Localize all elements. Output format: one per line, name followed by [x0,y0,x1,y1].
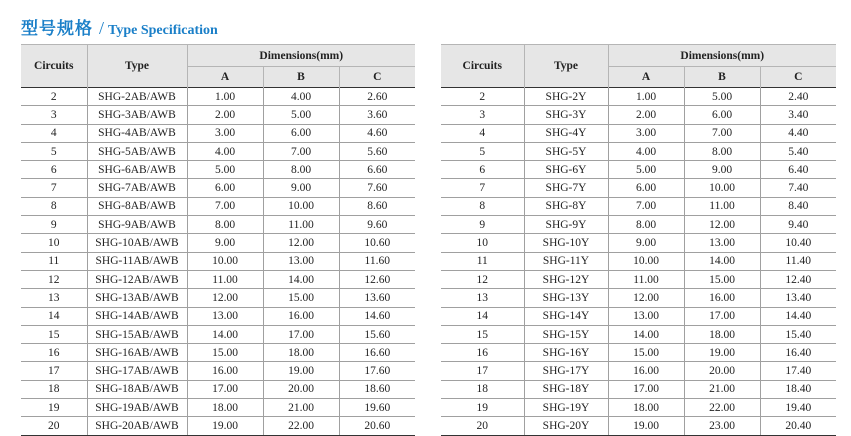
cell-a: 15.00 [187,344,263,362]
cell-a: 19.00 [608,417,684,435]
cell-type: SHG-12AB/AWB [87,270,187,288]
header-type: Type [87,45,187,88]
cell-c: 19.60 [339,399,415,417]
cell-c: 11.40 [760,252,836,270]
cell-type: SHG-2Y [524,88,608,106]
cell-type: SHG-7AB/AWB [87,179,187,197]
cell-type: SHG-9AB/AWB [87,216,187,234]
table-row [21,161,415,179]
cell-c: 16.60 [339,344,415,362]
cell-type: SHG-7Y [524,179,608,197]
table-row [441,252,836,270]
cell-a: 11.00 [187,270,263,288]
cell-circuits: 14 [441,307,524,325]
cell-b: 22.00 [684,399,760,417]
cell-a: 12.00 [608,289,684,307]
cell-type: SHG-10Y [524,234,608,252]
title-separator: / [99,18,105,38]
cell-c: 20.60 [339,417,415,435]
cell-b: 21.00 [263,399,339,417]
cell-c: 6.40 [760,161,836,179]
cell-a: 15.00 [608,344,684,362]
header-c: C [339,67,415,88]
cell-b: 8.00 [263,161,339,179]
cell-b: 21.00 [684,380,760,398]
cell-circuits: 13 [441,289,524,307]
cell-a: 9.00 [608,234,684,252]
cell-circuits: 19 [441,399,524,417]
cell-b: 7.00 [684,124,760,142]
table-row [21,88,415,106]
table-row [441,270,836,288]
cell-type: SHG-18AB/AWB [87,380,187,398]
cell-c: 6.60 [339,161,415,179]
cell-c: 4.60 [339,124,415,142]
cell-a: 9.00 [187,234,263,252]
cell-b: 19.00 [684,344,760,362]
cell-b: 7.00 [263,142,339,160]
cell-type: SHG-17Y [524,362,608,380]
table-row [441,362,836,380]
cell-b: 5.00 [684,88,760,106]
table-row [21,344,415,362]
cell-circuits: 2 [21,88,87,106]
table-row [441,106,836,124]
cell-type: SHG-15AB/AWB [87,325,187,343]
spec-table-ab-awb [21,44,415,436]
table-row [21,234,415,252]
table-row [441,88,836,106]
cell-b: 15.00 [263,289,339,307]
cell-a: 5.00 [608,161,684,179]
cell-c: 15.40 [760,325,836,343]
cell-circuits: 19 [21,399,87,417]
table-row [21,380,415,398]
cell-b: 18.00 [684,325,760,343]
cell-a: 5.00 [187,161,263,179]
header-type: Type [524,45,608,88]
table-row [21,124,415,142]
cell-circuits: 10 [21,234,87,252]
table-row [21,179,415,197]
cell-a: 4.00 [187,142,263,160]
cell-b: 11.00 [684,197,760,215]
cell-c: 17.40 [760,362,836,380]
header-circuits: Circuits [441,45,524,88]
cell-a: 12.00 [187,289,263,307]
cell-b: 17.00 [263,325,339,343]
table-row [441,399,836,417]
cell-circuits: 5 [441,142,524,160]
cell-c: 18.40 [760,380,836,398]
cell-c: 15.60 [339,325,415,343]
cell-type: SHG-8AB/AWB [87,197,187,215]
cell-circuits: 8 [441,197,524,215]
table-row [441,344,836,362]
title-chinese: 型号规格 [21,19,93,39]
table-row [441,380,836,398]
cell-b: 4.00 [263,88,339,106]
cell-circuits: 18 [21,380,87,398]
cell-b: 18.00 [263,344,339,362]
cell-c: 3.60 [339,106,415,124]
cell-a: 18.00 [187,399,263,417]
cell-circuits: 20 [21,417,87,435]
cell-c: 4.40 [760,124,836,142]
cell-circuits: 2 [441,88,524,106]
spec-table-y [441,44,836,436]
cell-circuits: 6 [441,161,524,179]
cell-c: 10.60 [339,234,415,252]
page-title [21,14,218,38]
cell-c: 2.40 [760,88,836,106]
cell-a: 19.00 [187,417,263,435]
cell-b: 16.00 [263,307,339,325]
cell-a: 1.00 [608,88,684,106]
cell-c: 18.60 [339,380,415,398]
cell-type: SHG-3Y [524,106,608,124]
cell-c: 11.60 [339,252,415,270]
cell-b: 6.00 [263,124,339,142]
cell-c: 13.40 [760,289,836,307]
cell-type: SHG-12Y [524,270,608,288]
cell-b: 23.00 [684,417,760,435]
cell-a: 8.00 [608,216,684,234]
cell-type: SHG-4Y [524,124,608,142]
table-row [21,216,415,234]
cell-a: 4.00 [608,142,684,160]
cell-c: 13.60 [339,289,415,307]
cell-a: 16.00 [187,362,263,380]
cell-b: 15.00 [684,270,760,288]
table-row [441,307,836,325]
cell-c: 5.40 [760,142,836,160]
cell-circuits: 8 [21,197,87,215]
cell-c: 2.60 [339,88,415,106]
cell-b: 5.00 [263,106,339,124]
cell-c: 10.40 [760,234,836,252]
cell-type: SHG-18Y [524,380,608,398]
cell-type: SHG-3AB/AWB [87,106,187,124]
table-row [441,289,836,307]
cell-type: SHG-9Y [524,216,608,234]
cell-type: SHG-5AB/AWB [87,142,187,160]
cell-type: SHG-16Y [524,344,608,362]
cell-c: 14.60 [339,307,415,325]
header-c: C [760,67,836,88]
table-row [441,161,836,179]
cell-a: 14.00 [608,325,684,343]
cell-circuits: 13 [21,289,87,307]
cell-type: SHG-16AB/AWB [87,344,187,362]
table-body [21,88,415,436]
cell-circuits: 14 [21,307,87,325]
table-row [21,307,415,325]
cell-type: SHG-8Y [524,197,608,215]
header-a: A [187,67,263,88]
cell-a: 10.00 [187,252,263,270]
cell-a: 16.00 [608,362,684,380]
cell-type: SHG-11AB/AWB [87,252,187,270]
cell-b: 9.00 [263,179,339,197]
cell-circuits: 10 [441,234,524,252]
cell-a: 2.00 [608,106,684,124]
cell-a: 6.00 [608,179,684,197]
table-row [441,234,836,252]
header-dimensions: Dimensions(mm) [608,45,836,67]
cell-b: 13.00 [263,252,339,270]
cell-b: 12.00 [684,216,760,234]
cell-a: 6.00 [187,179,263,197]
cell-b: 12.00 [263,234,339,252]
table-row [441,124,836,142]
cell-c: 12.40 [760,270,836,288]
title-english: Type Specification [108,23,218,38]
cell-type: SHG-13AB/AWB [87,289,187,307]
cell-c: 7.40 [760,179,836,197]
cell-c: 3.40 [760,106,836,124]
cell-type: SHG-14AB/AWB [87,307,187,325]
cell-circuits: 12 [441,270,524,288]
cell-a: 13.00 [608,307,684,325]
cell-a: 8.00 [187,216,263,234]
cell-a: 10.00 [608,252,684,270]
cell-b: 13.00 [684,234,760,252]
cell-circuits: 3 [21,106,87,124]
cell-circuits: 15 [21,325,87,343]
cell-type: SHG-17AB/AWB [87,362,187,380]
cell-type: SHG-2AB/AWB [87,88,187,106]
header-dimensions: Dimensions(mm) [187,45,415,67]
cell-circuits: 15 [441,325,524,343]
cell-b: 16.00 [684,289,760,307]
cell-circuits: 17 [441,362,524,380]
cell-a: 3.00 [187,124,263,142]
table-row [21,142,415,160]
table-row [21,399,415,417]
cell-type: SHG-14Y [524,307,608,325]
cell-c: 12.60 [339,270,415,288]
cell-type: SHG-19Y [524,399,608,417]
cell-b: 17.00 [684,307,760,325]
cell-a: 7.00 [608,197,684,215]
cell-type: SHG-20Y [524,417,608,435]
cell-circuits: 17 [21,362,87,380]
table-body [441,88,836,436]
header-b: B [684,67,760,88]
cell-a: 14.00 [187,325,263,343]
cell-c: 9.40 [760,216,836,234]
table-row [21,252,415,270]
cell-circuits: 4 [441,124,524,142]
cell-c: 19.40 [760,399,836,417]
cell-type: SHG-4AB/AWB [87,124,187,142]
cell-c: 20.40 [760,417,836,435]
cell-circuits: 11 [441,252,524,270]
cell-type: SHG-11Y [524,252,608,270]
cell-circuits: 16 [21,344,87,362]
table-row [21,197,415,215]
cell-b: 22.00 [263,417,339,435]
cell-circuits: 5 [21,142,87,160]
cell-circuits: 4 [21,124,87,142]
table-row [21,325,415,343]
cell-circuits: 16 [441,344,524,362]
cell-a: 3.00 [608,124,684,142]
cell-c: 14.40 [760,307,836,325]
table-row [21,289,415,307]
cell-b: 10.00 [684,179,760,197]
cell-b: 20.00 [684,362,760,380]
cell-b: 9.00 [684,161,760,179]
cell-b: 8.00 [684,142,760,160]
cell-type: SHG-5Y [524,142,608,160]
cell-type: SHG-19AB/AWB [87,399,187,417]
table-row [441,197,836,215]
cell-b: 14.00 [263,270,339,288]
cell-type: SHG-6Y [524,161,608,179]
cell-b: 19.00 [263,362,339,380]
cell-type: SHG-15Y [524,325,608,343]
cell-a: 17.00 [608,380,684,398]
cell-a: 1.00 [187,88,263,106]
cell-circuits: 7 [21,179,87,197]
table-row [441,325,836,343]
table-row [21,417,415,435]
cell-type: SHG-10AB/AWB [87,234,187,252]
header-circuits: Circuits [21,45,87,88]
cell-circuits: 7 [441,179,524,197]
cell-c: 16.40 [760,344,836,362]
cell-circuits: 6 [21,161,87,179]
cell-c: 7.60 [339,179,415,197]
header-a: A [608,67,684,88]
cell-b: 6.00 [684,106,760,124]
cell-type: SHG-20AB/AWB [87,417,187,435]
cell-circuits: 3 [441,106,524,124]
cell-type: SHG-13Y [524,289,608,307]
table-row [441,216,836,234]
cell-a: 2.00 [187,106,263,124]
table-row [441,179,836,197]
cell-a: 18.00 [608,399,684,417]
cell-c: 17.60 [339,362,415,380]
cell-b: 11.00 [263,216,339,234]
cell-a: 7.00 [187,197,263,215]
table-row [21,362,415,380]
cell-type: SHG-6AB/AWB [87,161,187,179]
cell-a: 17.00 [187,380,263,398]
cell-b: 20.00 [263,380,339,398]
cell-circuits: 11 [21,252,87,270]
cell-b: 14.00 [684,252,760,270]
cell-c: 8.40 [760,197,836,215]
cell-a: 11.00 [608,270,684,288]
table-row [21,270,415,288]
table-row [21,106,415,124]
cell-circuits: 12 [21,270,87,288]
cell-circuits: 18 [441,380,524,398]
cell-circuits: 9 [441,216,524,234]
table-row [441,417,836,435]
table-row [441,142,836,160]
header-b: B [263,67,339,88]
cell-circuits: 20 [441,417,524,435]
cell-c: 5.60 [339,142,415,160]
cell-c: 8.60 [339,197,415,215]
cell-a: 13.00 [187,307,263,325]
cell-circuits: 9 [21,216,87,234]
cell-c: 9.60 [339,216,415,234]
cell-b: 10.00 [263,197,339,215]
